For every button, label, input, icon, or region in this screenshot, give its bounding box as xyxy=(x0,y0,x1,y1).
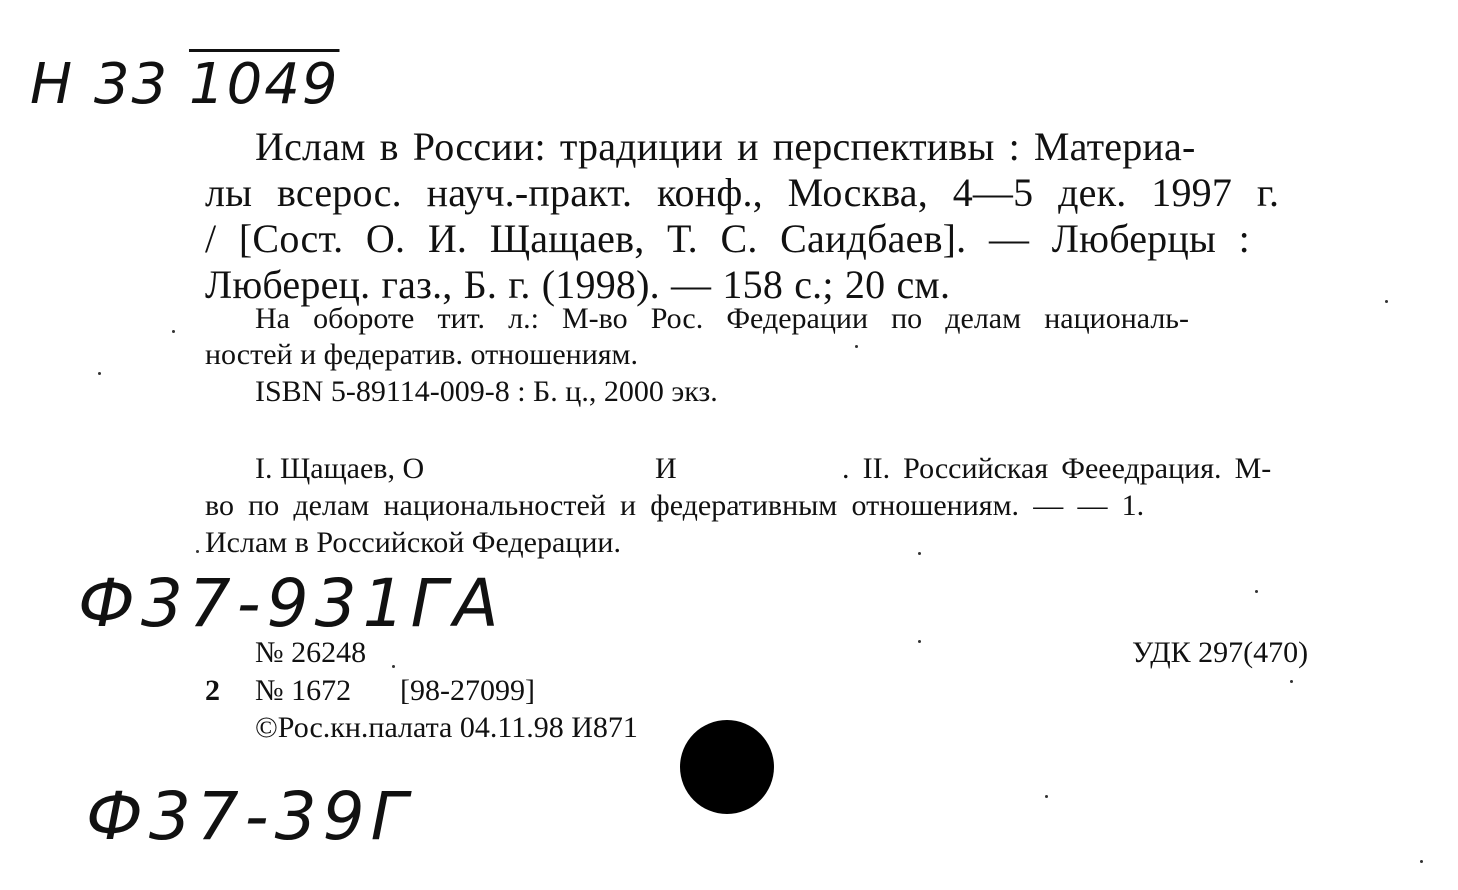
udc-code: УДК 297(470) xyxy=(1132,636,1309,669)
bracket-number: [98-27099] xyxy=(400,674,535,707)
scan-speck xyxy=(918,552,921,555)
scan-speck xyxy=(1420,860,1423,863)
scan-speck xyxy=(196,550,199,553)
scan-speck xyxy=(1290,680,1293,683)
title-line-2: лы всерос. науч.-практ. конф., Москва, 4—5 дек. 1997 г. xyxy=(205,170,1280,215)
handwritten-fund-code: Ф37-931ГА xyxy=(78,565,505,642)
handwritten-shelf-code-prefix: Н 33 xyxy=(30,52,170,117)
scan-speck xyxy=(1045,795,1048,798)
tracing-organization: . II. Российская Фееедрация. М- xyxy=(842,452,1272,485)
record-number-2: № 1672 xyxy=(255,674,352,707)
handwritten-shelf-code xyxy=(30,52,340,117)
scan-speck xyxy=(172,330,175,333)
scan-speck xyxy=(1385,300,1388,303)
scan-speck xyxy=(98,372,101,375)
scan-speck xyxy=(918,640,921,643)
tracing-person-initial: И xyxy=(655,452,677,485)
book-chamber-line: ©Рос.кн.палата 04.11.98 И871 xyxy=(255,711,638,744)
scan-speck xyxy=(392,665,395,668)
note-line-2: ностей и федератив. отношениям. xyxy=(205,338,639,371)
tracing-person: I. Щащаев, О xyxy=(255,452,425,485)
punch-hole xyxy=(680,720,774,814)
subject-heading: Ислам в Российской Федерации. xyxy=(205,526,621,559)
scan-speck xyxy=(1255,590,1258,593)
tracing-line-2: во по делам национальностей и федеративным отношениям. — — 1. xyxy=(205,489,1145,522)
handwritten-shelf-code-number: 1049 xyxy=(188,52,340,117)
scan-speck xyxy=(855,345,858,348)
card-count: 2 xyxy=(205,674,220,707)
title-line-1: Ислам в России: традиции и перспективы : Материа- xyxy=(255,124,1196,169)
handwritten-fund-code-secondary: Ф37-39Г xyxy=(86,778,414,855)
note-line-1: На обороте тит. л.: М-во Рос. Федерации по делам националь- xyxy=(255,302,1189,335)
title-line-4: Люберец. газ., Б. г. (1998). — 158 с.; 20 см. xyxy=(205,262,951,307)
isbn-line: ISBN 5-89114-009-8 : Б. ц., 2000 экз. xyxy=(255,375,718,408)
record-number: № 26248 xyxy=(255,636,367,669)
title-line-3: / [Сост. О. И. Щащаев, Т. С. Саидбаев]. — Люберцы : xyxy=(205,216,1250,261)
